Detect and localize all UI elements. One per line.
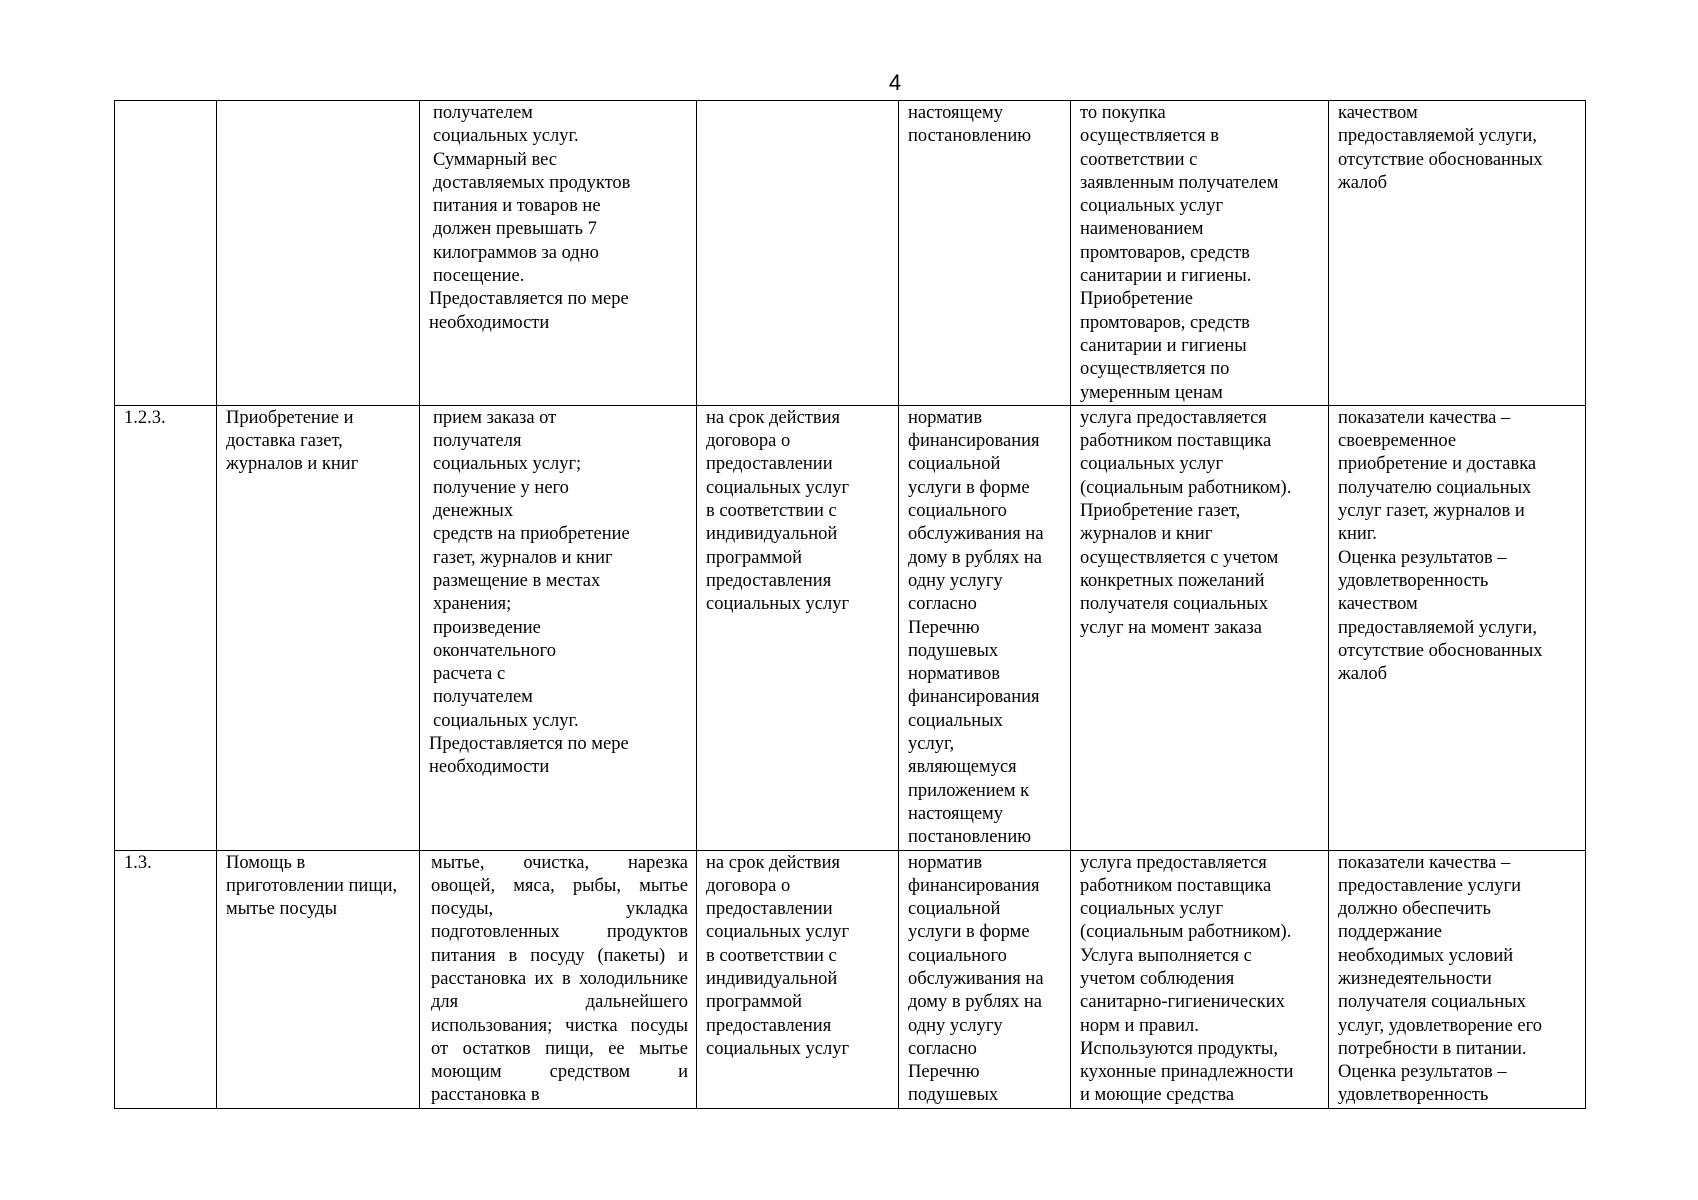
quality-indicators-cell: показатели качества – своевременное приобретение и доставка получателю социальных услуг газет, журналов и книг. Оценка результатов – удовлетворенность качеством предоставляемой услуги, отсутствие обоснованных жалоб — [1329, 405, 1586, 850]
service-name-cell: Помощь в приготовлении пищи, мытье посуды — [217, 850, 420, 1108]
service-name-cell: Приобретение и доставка газет, журналов и книг — [217, 405, 420, 850]
quality-indicators-cell: качеством предоставляемой услуги, отсутствие обоснованных жалоб — [1329, 101, 1586, 406]
description-text: прием заказа от получателя социальных услуг; получение у него денежных средств на приобретение газет, журналов и книг размещение в местах хранения; произведение окончательного расчета с получателем социальных услуг. — [433, 407, 630, 731]
service-term-cell: на срок действия договора о предоставлении социальных услуг в соответствии с индивидуальной программой предоставления социальных услуг — [697, 850, 899, 1108]
page-number: 4 — [888, 70, 902, 95]
service-term-cell: на срок действия договора о предоставлении социальных услуг в соответствии с индивидуальной программой предоставления социальных услуг — [697, 405, 899, 850]
service-description-cell — [420, 405, 697, 850]
service-conditions-cell: услуга предоставляется работником поставщика социальных услуг (социальным работником). Приобретение газет, журналов и книг осуществляется с учетом конкретных пожеланий получателя социальных услуг на момент заказа — [1071, 405, 1329, 850]
table-row — [115, 101, 1586, 406]
description-note: Предоставляется по мере необходимости — [429, 734, 629, 778]
service-description-cell: мытье, очистка, нарезка овощей, мяса, рыбы, мытье посуды, укладка подготовленных продуктов питания в посуду (пакеты) и расстановка их в холодильнике для дальнейшего использования; чистка посуды от остатков пищи, ее мытье моющим средством и расстановка в — [420, 850, 697, 1108]
service-name-cell — [217, 101, 420, 406]
financing-norm-cell: норматив финансирования социальной услуги в форме социального обслуживания на дому в рублях на одну услугу согласно Перечню подушевых нормативов финансирования социальных услуг, являющемуся приложением к настоящему постановлению — [899, 405, 1071, 850]
row-number-cell: 1.2.3. — [115, 405, 217, 850]
description-text: получателем социальных услуг. Суммарный вес доставляемых продуктов питания и товаров не должен превышать 7 килограммов за одно посещение. — [433, 103, 631, 287]
table-row — [115, 405, 1586, 850]
financing-norm-cell: норматив финансирования социальной услуги в форме социального обслуживания на дому в рублях на одну услугу согласно Перечню подушевых — [899, 850, 1071, 1108]
service-conditions-cell: то покупка осуществляется в соответствии с заявленным получателем социальных услуг наименованием промтоваров, средств санитарии и гигиены. Приобретение промтоваров, средств санитарии и гигиены осуществляется по умеренным ценам — [1071, 101, 1329, 406]
service-term-cell — [697, 101, 899, 406]
row-number-cell: 1.3. — [115, 850, 217, 1108]
row-number-cell — [115, 101, 217, 406]
service-description-cell — [420, 101, 697, 406]
description-note: Предоставляется по мере необходимости — [429, 289, 629, 333]
quality-indicators-cell: показатели качества – предоставление услуги должно обеспечить поддержание необходимых условий жизнедеятельности получателя социальных услуг, удовлетворение его потребности в питании. Оценка результатов – удовлетворенность — [1329, 850, 1586, 1108]
services-table — [114, 100, 1586, 1109]
service-conditions-cell: услуга предоставляется работником поставщика социальных услуг (социальным работником). Услуга выполняется с учетом соблюдения санитарно-гигиенических норм и правил. Используются продукты, кухонные принадлежности и моющие средства — [1071, 850, 1329, 1108]
financing-norm-cell: настоящему постановлению — [899, 101, 1071, 406]
table-row — [115, 850, 1586, 1108]
